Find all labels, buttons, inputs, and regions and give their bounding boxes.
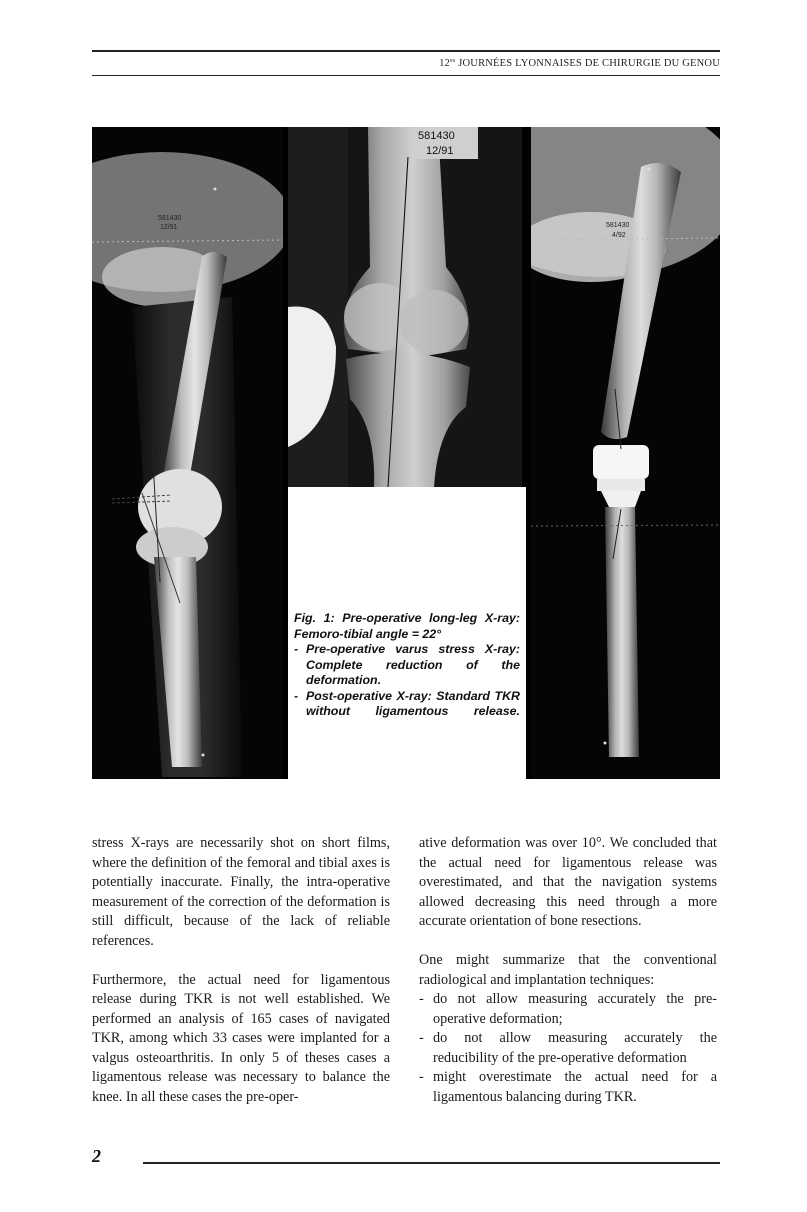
body-column-left — [92, 834, 390, 1107]
middle-xray-date: 12/91 — [426, 145, 454, 157]
postoperative-long-leg-xray — [531, 127, 720, 779]
summary-item: - do not allow measuring accurately the pre-operative deformation; — [419, 990, 717, 1029]
caption-item-stress-xray: - Pre-operative varus stress X-ray: Complete reduction of the deformation. — [294, 642, 520, 689]
caption-lead: Fig. 1: Pre-operative long-leg X-ray: Femoro-tibial angle = 22° — [294, 611, 520, 641]
right-xray-date: 4/92 — [612, 232, 626, 239]
header-edition-ordinal: es — [449, 58, 456, 64]
summary-item: - do not allow measuring accurately the reducibility of the pre-operative deformation — [419, 1029, 717, 1068]
body-column-right — [419, 834, 717, 1107]
left-paragraph-1: stress X-rays are necessarily shot on short films, where the definition of the femoral and tibial axes is potentially inaccurate. Finally, the intra-operative measurement of the correction of the deformation is still difficult, because of the lack of reliable references. — [92, 835, 390, 949]
figure-caption-panel — [288, 487, 526, 779]
right-paragraph-2: One might summarize that the conventional radiological and implantation techniques: — [419, 952, 717, 988]
page-number: 2 — [92, 1146, 101, 1166]
left-xray-id-number: 581430 — [158, 215, 182, 222]
figure-caption — [294, 611, 520, 720]
header-top-rule — [92, 50, 720, 52]
middle-xray-id-number: 581430 — [418, 130, 455, 142]
running-header — [92, 58, 720, 69]
header-bottom-rule — [92, 75, 720, 76]
right-xray-id-number: 581430 — [606, 222, 630, 229]
left-paragraph-2: Furthermore, the actual need for ligamentous release during TKR is not well established. We performed an analysis of 165 cases of navigated TKR, among which 33 cases were implanted for a valgus osteoarthritis. In only 5 of theses cases a ligamentous release was necessary to balance the knee. In all these cases the pre-oper- — [92, 971, 390, 1105]
preoperative-varus-stress-xray — [288, 127, 522, 487]
header-journal-title: JOURNÉES LYONNAISES DE CHIRURGIE DU GENOU — [458, 58, 720, 69]
left-xray-date: 12/91 — [160, 224, 178, 231]
header-edition-number: 12 — [439, 58, 450, 69]
caption-list — [294, 642, 520, 720]
right-paragraph-1: ative deformation was over 10°. We concluded that the actual need for ligamentous release was overestimated, and that the navigation systems allowed decreasing this need through a more accurate orientation of bone resections. — [419, 835, 717, 929]
caption-item-postoperative-xray: - Post-operative X-ray: Standard TKR without ligamentous release. — [294, 689, 520, 720]
summary-list — [419, 990, 717, 1107]
preoperative-long-leg-xray — [92, 127, 283, 779]
summary-item: - might overestimate the actual need for a ligamentous balancing during TKR. — [419, 1068, 717, 1107]
footer-rule — [143, 1162, 720, 1164]
figure-1 — [92, 127, 720, 779]
